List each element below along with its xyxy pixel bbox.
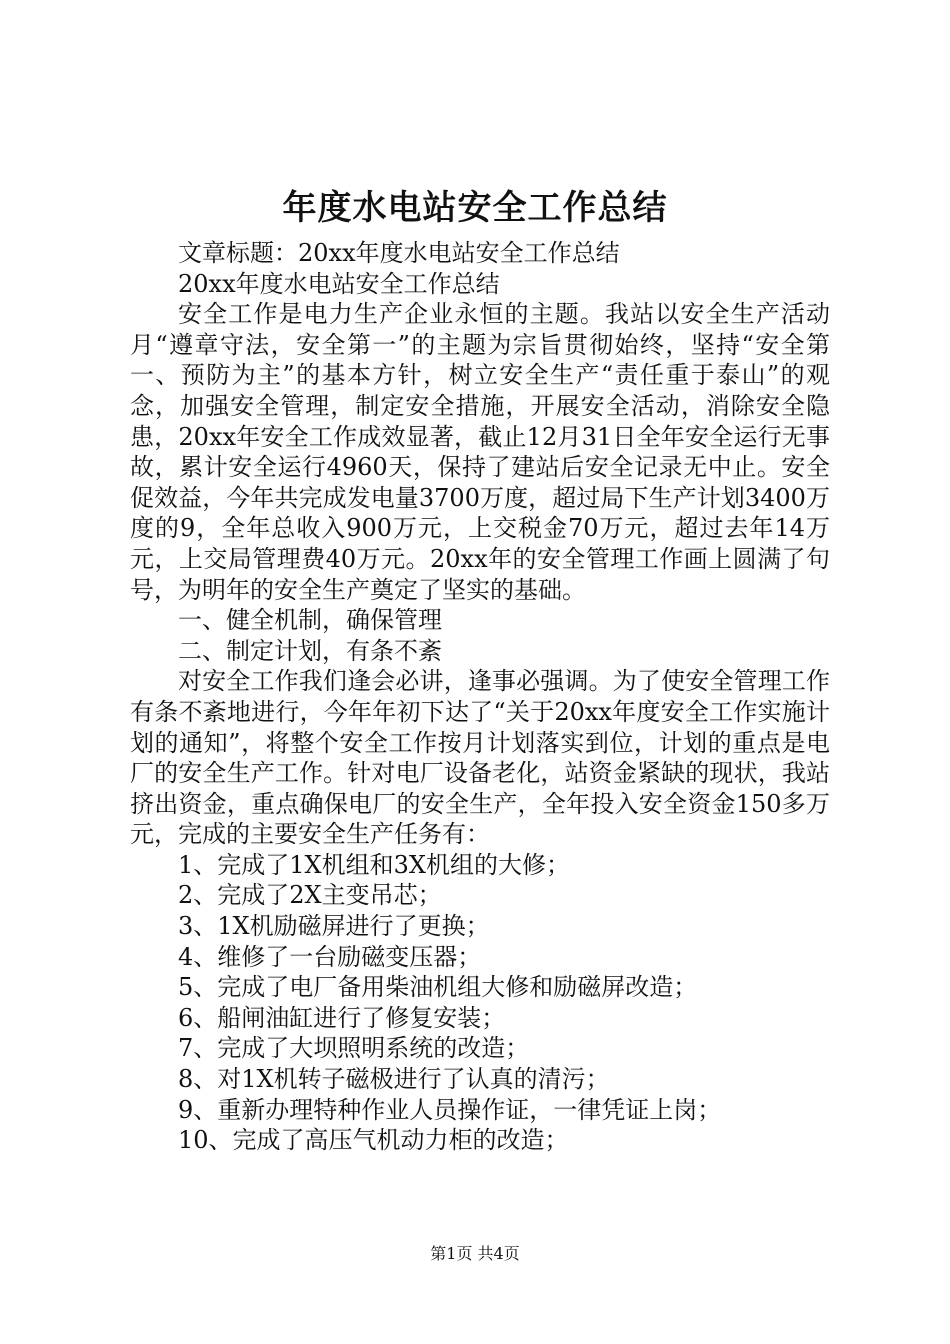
section-heading-2: 二、制定计划，有条不紊 bbox=[178, 636, 442, 665]
task-item-6: 6、船闸油缸进行了修复安装； bbox=[178, 1003, 506, 1032]
task-item-9: 9、重新办理特种作业人员操作证，一律凭证上岗； bbox=[178, 1095, 722, 1124]
task-item-2: 2、完成了2X主变吊芯； bbox=[178, 881, 442, 910]
subtitle-line: 20xx年度水电站安全工作总结 bbox=[178, 269, 500, 298]
task-item-3: 3、1X机励磁屏进行了更换； bbox=[178, 912, 490, 941]
task-item-5: 5、完成了电厂备用柴油机组大修和励磁屏改造； bbox=[178, 973, 698, 1002]
section-heading-1: 一、健全机制，确保管理 bbox=[178, 606, 442, 635]
task-item-1: 1、完成了1X机组和3X机组的大修； bbox=[178, 850, 570, 879]
document-title: 年度水电站安全工作总结 bbox=[282, 188, 668, 228]
task-item-8: 8、对1X机转子磁极进行了认真的清污； bbox=[178, 1065, 610, 1094]
task-item-10: 10、完成了高压气机动力柜的改造； bbox=[178, 1126, 569, 1155]
plan-paragraph: 对安全工作我们逢会必讲，逢事必强调。为了使安全管理工作有条不紊地进行，今年年初下达了“关于20xx年度安全工作实施计划的通知”，将整个安全工作按月计划落实到位，计划的重点是电厂的安全生产工作。针对电厂设备老化，站资金紧缺的现状，我站挤出资金，重点确保电厂的安全生产，全年投入安全资金150多万元，完成的主要安全生产任务有： bbox=[130, 667, 830, 849]
document-body bbox=[130, 238, 830, 1156]
task-item-7: 7、完成了大坝照明系统的改造； bbox=[178, 1034, 530, 1063]
article-title-line: 文章标题：20xx年度水电站安全工作总结 bbox=[178, 239, 620, 267]
intro-paragraph: 安全工作是电力生产企业永恒的主题。我站以安全生产活动月“遵章守法，安全第一”的主题为宗旨贯彻始终，坚持“安全第一、预防为主”的基本方针，树立安全生产“责任重于泰山”的观念，加强安全管理，制定安全措施，开展安全活动，消除安全隐患，20xx年安全工作成效显著，截止12月31日全年安全运行无事故，累计安全运行4960天，保持了建站后安全记录无中止。安全促效益，今年共完成发电量3700万度，超过局下生产计划3400万度的9，全年总收入900万元，上交税金70万元，超过去年14万元，上交局管理费40万元。20xx年的安全管理工作画上圆满了句号，为明年的安全生产奠定了坚实的基础。 bbox=[130, 300, 830, 604]
page-footer: 第1页 共4页 bbox=[430, 1244, 520, 1263]
task-item-4: 4、维修了一台励磁变压器； bbox=[178, 942, 482, 971]
